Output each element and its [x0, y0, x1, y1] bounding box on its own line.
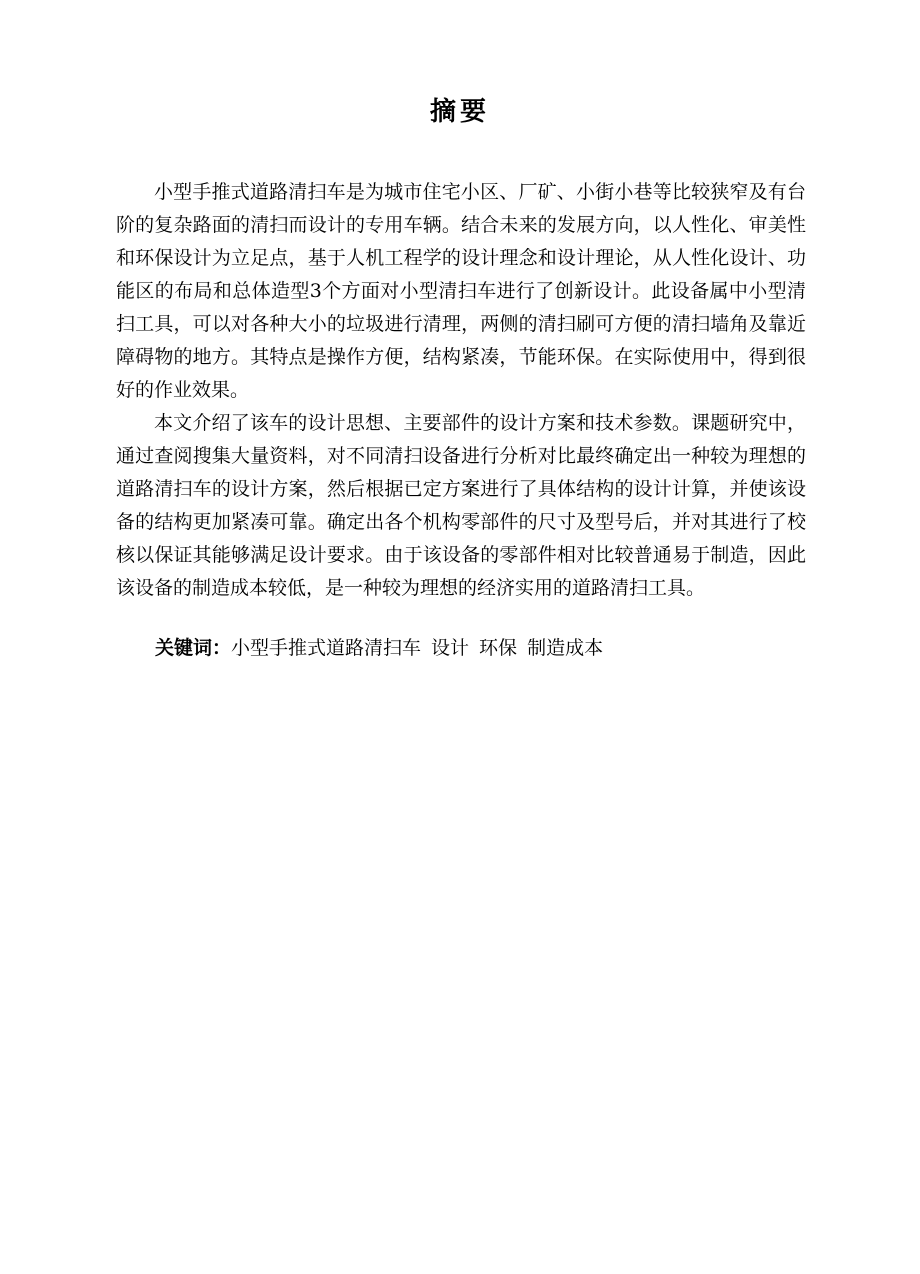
keyword-item: 设计 [431, 637, 470, 659]
keyword-item: 制造成本 [527, 637, 604, 659]
keyword-item: 小型手推式道路清扫车 [231, 637, 422, 659]
abstract-body [116, 176, 806, 605]
keywords-label: 关键词： [155, 637, 232, 659]
abstract-paragraph-1: 小型手推式道路清扫车是为城市住宅小区、厂矿、小街小巷等比较狭窄及有台阶的复杂路面的清扫而设计的专用车辆。结合未来的发展方向，以人性化、审美性和环保设计为立足点，基于人机工程学的设计理念和设计理论，从人性化设计、功能区的布局和总体造型3个方面对小型清扫车进行了创新设计。此设备属中小型清扫工具，可以对各种大小的垃圾进行清理，两侧的清扫刷可方便的清扫墙角及靠近障碍物的地方。其特点是操作方便，结构紧凑，节能环保。在实际使用中，得到很好的作业效果。 [116, 181, 806, 401]
keyword-item: 环保 [479, 637, 518, 659]
abstract-title: 摘要 [429, 97, 490, 127]
abstract-paragraph-2: 本文介绍了该车的设计思想、主要部件的设计方案和技术参数。课题研究中，通过查阅搜集大量资料，对不同清扫设备进行分析对比最终确定出一种较为理想的道路清扫车的设计方案，然后根据已定方案进行了具体结构的设计计算，并使该设备的结构更加紧凑可靠。确定出各个机构零部件的尺寸及型号后，并对其进行了校核以保证其能够满足设计要求。由于该设备的零部件相对比较普通易于制造，因此该设备的制造成本较低，是一种较为理想的经济实用的道路清扫工具。 [116, 412, 806, 599]
keywords-line [155, 632, 815, 664]
